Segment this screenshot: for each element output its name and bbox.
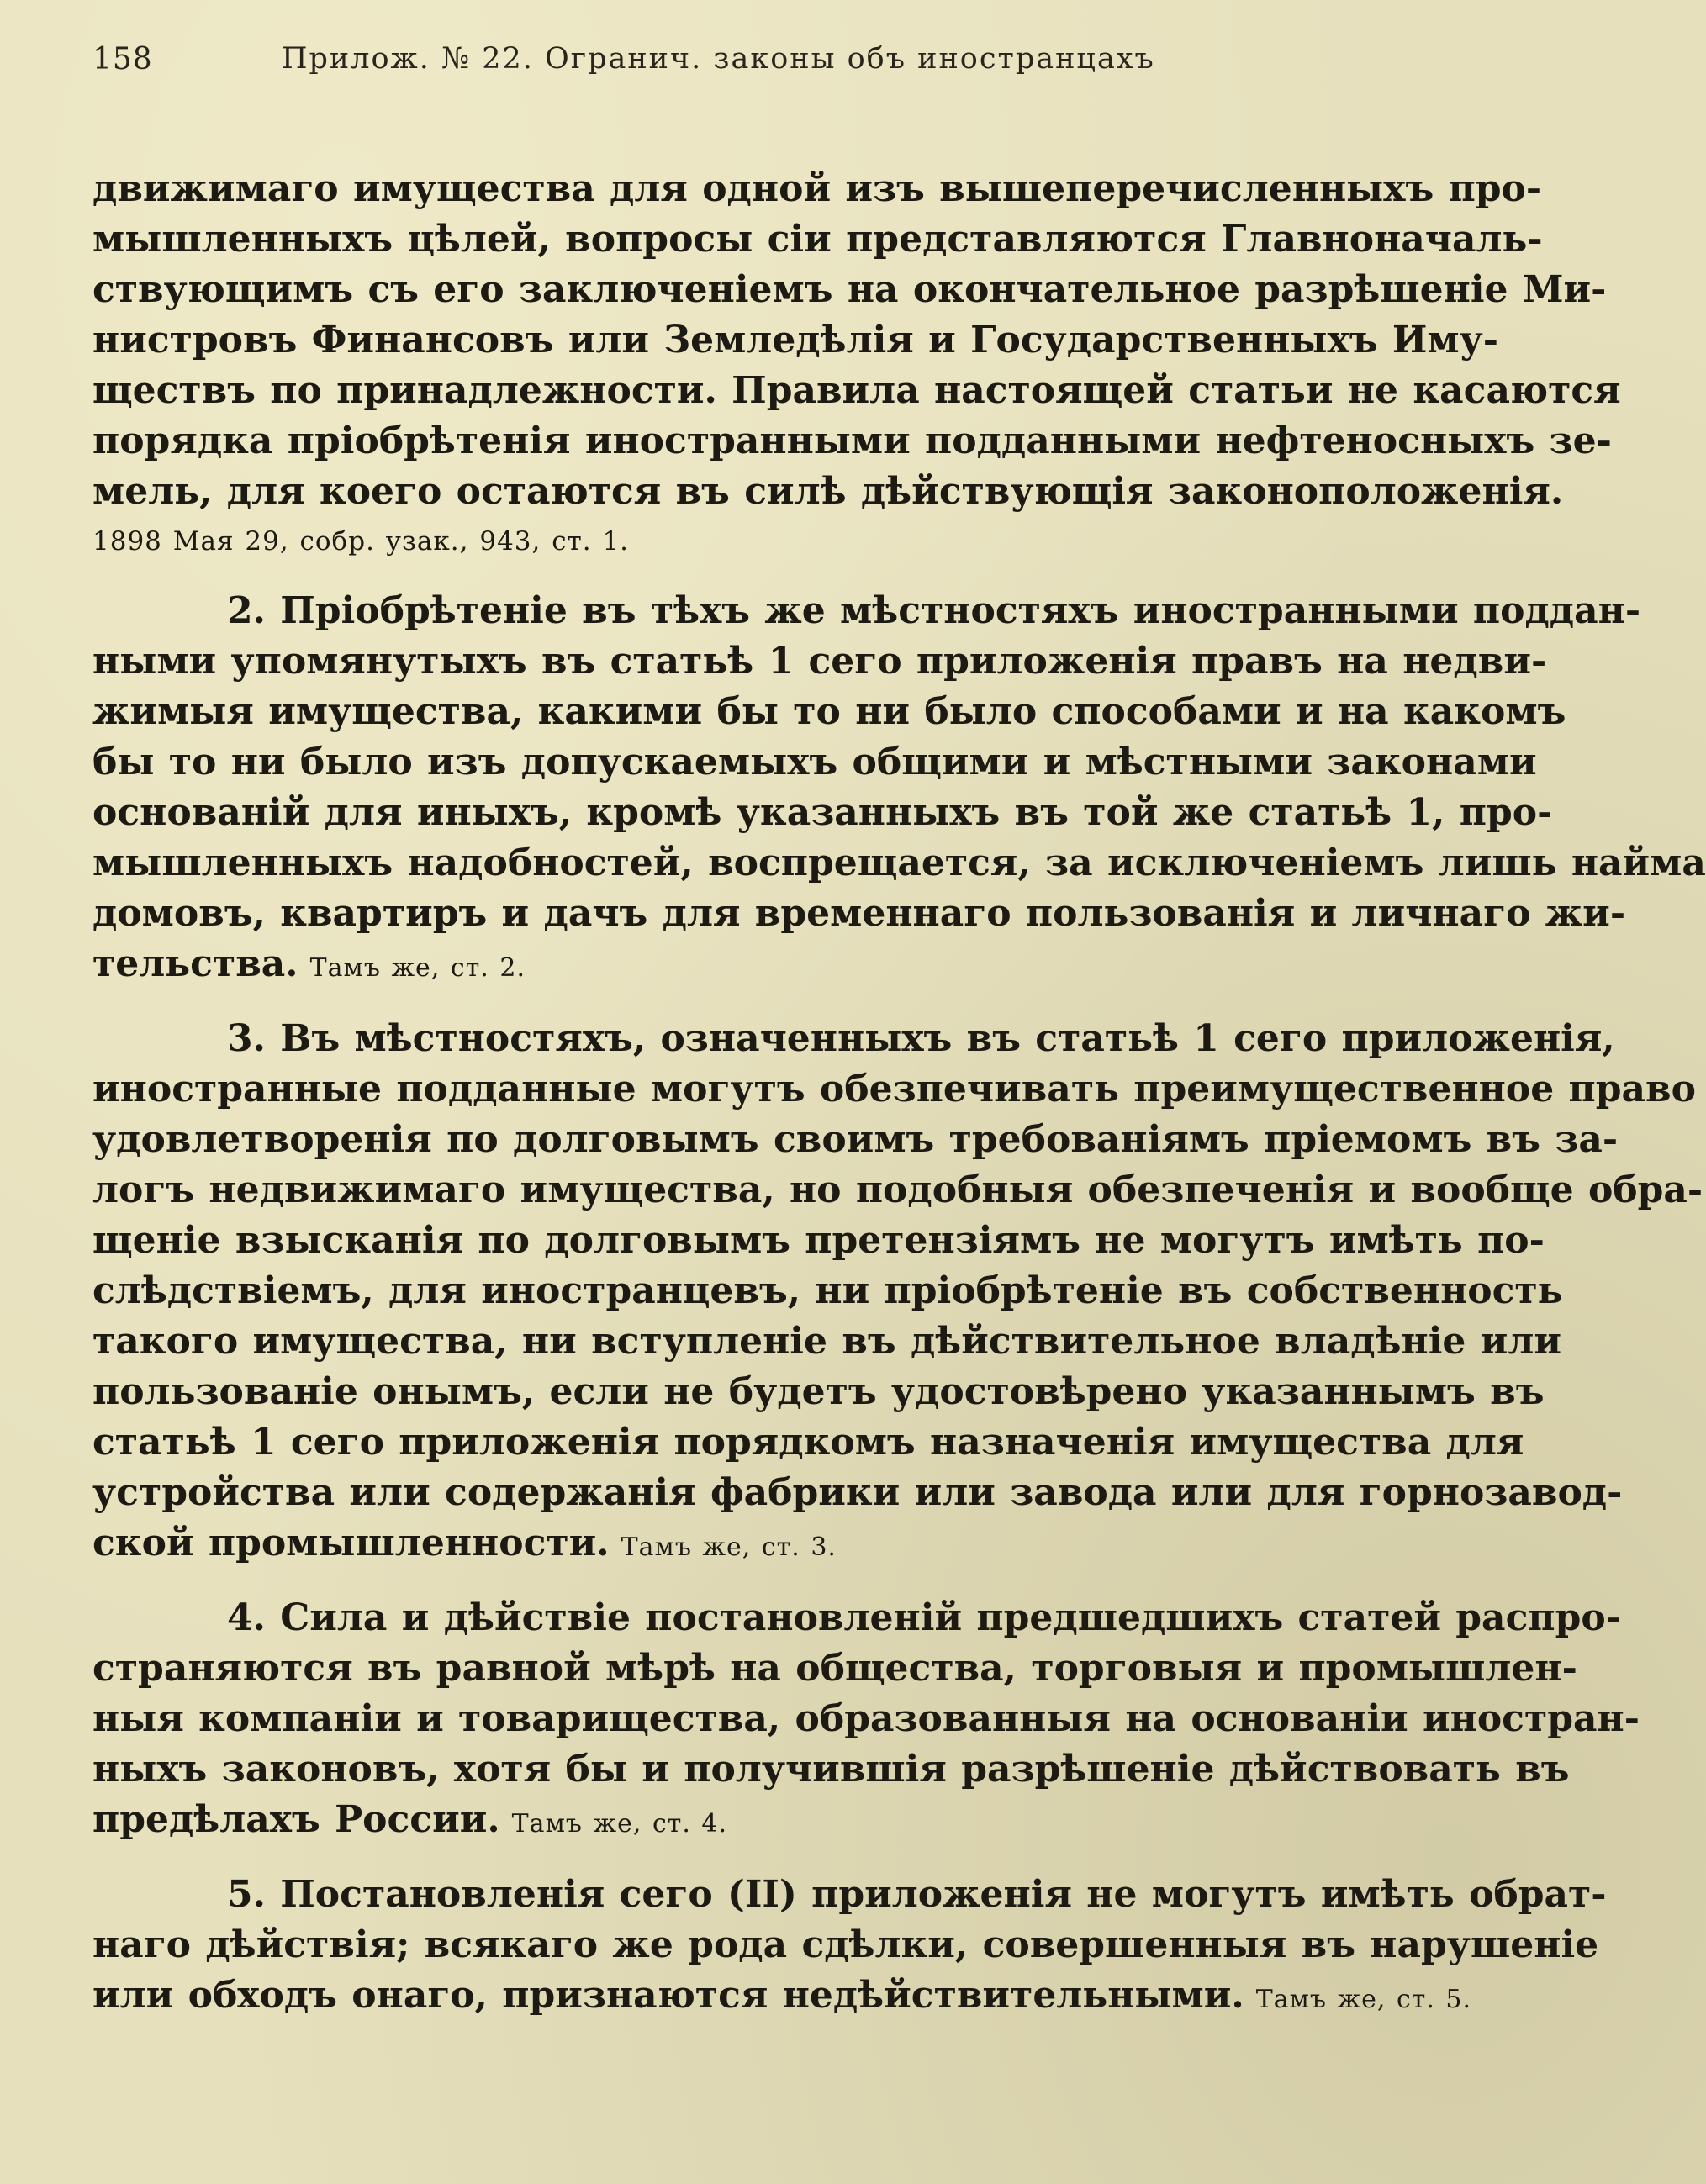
- paragraph-4: [92, 1593, 1640, 1849]
- text-line: иностранные подданные могутъ обезпечивать преимущественное право: [92, 1068, 1696, 1110]
- paragraph-5: [92, 1870, 1607, 2025]
- citation: Тамъ же, ст. 3.: [621, 1532, 837, 1562]
- text-line: мель, для коего остаются въ силѣ дѣйствующія законоположенія.: [92, 470, 1564, 513]
- running-title: Прилож. № 22. Огранич. законы объ иностранцахъ: [282, 42, 1155, 76]
- text-line: 3. Въ мѣстностяхъ, означенныхъ въ статьѣ 1 сего приложенія,: [227, 1017, 1615, 1060]
- text-line: страняются въ равной мѣрѣ на общества, торговыя и промышлен-: [92, 1647, 1577, 1690]
- paragraph-1: [92, 164, 1621, 566]
- text-line: устройства или содержанія фабрики или завода или для горнозавод-: [92, 1471, 1623, 1514]
- page-number: 158: [92, 42, 153, 76]
- text-line: слѣдствіемъ, для иностранцевъ, ни пріобрѣтеніе въ собственность: [92, 1269, 1563, 1312]
- text-line: 2. Пріобрѣтеніе въ тѣхъ же мѣстностяхъ иностранными поддан-: [227, 589, 1641, 632]
- text-line: [92, 1795, 1404, 1849]
- text-line: ствующимъ съ его заключеніемъ на окончательное разрѣшеніе Ми-: [92, 268, 1607, 311]
- text-fragment: ской промышленности.: [92, 1522, 610, 1564]
- text-line: бы то ни было изъ допускаемыхъ общими и мѣстными законами: [92, 741, 1537, 783]
- text-line: ществъ по принадлежности. Правила настоящей статьи не касаются: [92, 369, 1621, 412]
- text-fragment: тельства.: [92, 942, 298, 985]
- text-line: удовлетворенія по долговымъ своимъ требованіямъ пріемомъ въ за-: [92, 1118, 1619, 1161]
- citation: 1898 Мая 29, собр. узак., 943, ст. 1.: [92, 526, 630, 557]
- text-line: домовъ, квартиръ и дачъ для временнаго пользованія и личнаго жи-: [92, 892, 1626, 935]
- text-fragment: предѣлахъ России.: [92, 1798, 500, 1841]
- text-line: статьѣ 1 сего приложенія порядкомъ назначенія имущества для: [92, 1421, 1524, 1464]
- text-line: 4. Сила и дѣйствіе постановленій предшедшихъ статей распро-: [227, 1596, 1621, 1639]
- text-line: нистровъ Финансовъ или Земледѣлія и Государственныхъ Иму-: [92, 319, 1499, 361]
- text-line: пользованіе онымъ, если не будетъ удостовѣрено указаннымъ въ: [92, 1370, 1545, 1413]
- paragraph-3: [92, 1014, 1703, 1573]
- citation: Тамъ же, ст. 2.: [309, 953, 526, 983]
- text-line: 5. Постановленія сего (II) приложенія не могутъ имѣть обрат-: [227, 1873, 1607, 1916]
- text-line: мышленныхъ цѣлей, вопросы сіи представляются Главноначаль-: [92, 218, 1543, 261]
- text-line: жимыя имущества, какими бы то ни было способами и на какомъ: [92, 690, 1566, 733]
- text-line: [92, 1518, 1404, 1573]
- text-line: ныхъ законовъ, хотя бы и получившія разрѣшеніе дѣйствовать въ: [92, 1748, 1570, 1791]
- text-line: [92, 939, 1404, 994]
- text-fragment: или обходъ онаго, признаются недѣйствительными.: [92, 1974, 1244, 2017]
- text-line: мышленныхъ надобностей, воспрещается, за исключеніемъ лишь найма: [92, 841, 1706, 884]
- text-line: порядка пріобрѣтенія иностранными подданными нефтеносныхъ зе-: [92, 419, 1612, 462]
- body-text: [92, 164, 1706, 2025]
- text-line: щеніе взысканія по долговымъ претензіямъ не могутъ имѣть по-: [92, 1219, 1545, 1262]
- document-page: [92, 34, 1706, 2045]
- citation: Тамъ же, ст. 5.: [1255, 1985, 1472, 2014]
- text-line: ныя компаніи и товарищества, образованныя на основаніи иностран-: [92, 1697, 1640, 1740]
- text-line: движимаго имущества для одной изъ вышеперечисленныхъ про-: [92, 167, 1542, 210]
- text-line: логъ недвижимаго имущества, но подобныя обезпеченія и вообще обра-: [92, 1168, 1703, 1211]
- text-line: ными упомянутыхъ въ статьѣ 1 сего приложенія правъ на недви-: [92, 640, 1547, 683]
- text-line: [92, 1970, 1472, 2025]
- paragraph-2: [92, 586, 1706, 994]
- running-header: [92, 34, 1404, 84]
- text-line: такого имущества, ни вступленіе въ дѣйствительное владѣніе или: [92, 1320, 1562, 1363]
- citation: Тамъ же, ст. 4.: [511, 1809, 728, 1838]
- text-line: основаній для иныхъ, кромѣ указанныхъ въ той же статьѣ 1, про-: [92, 791, 1553, 834]
- text-line: наго дѣйствія; всякаго же рода сдѣлки, совершенныя въ нарушеніе: [92, 1923, 1599, 1966]
